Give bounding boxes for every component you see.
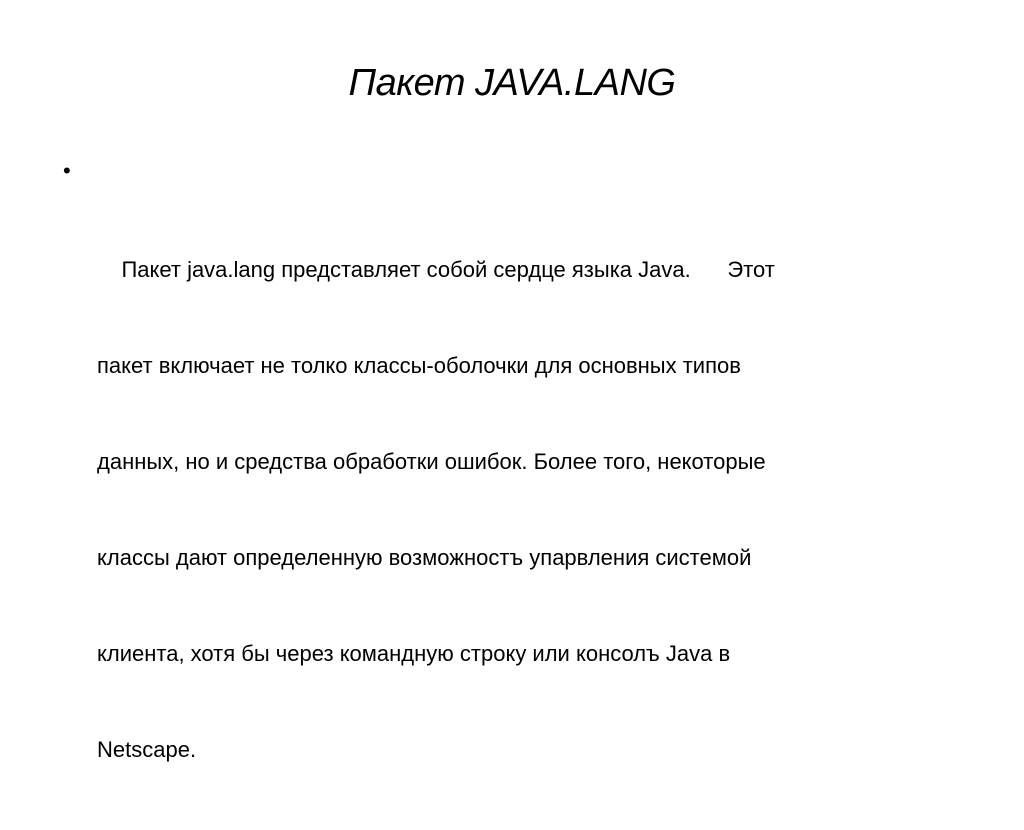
body-line: Netscape. bbox=[97, 737, 197, 762]
body-line: данных, но и средства обработки ошибок. Более того, некоторые bbox=[97, 449, 766, 474]
slide-body-text bbox=[97, 190, 927, 830]
body-line: пакет включает не толко классы-оболочки для основных типов bbox=[97, 353, 741, 378]
body-line: Пакет java.lang представляет собой сердце языка Java. Этот bbox=[97, 257, 775, 282]
body-line: клиента, хотя бы через командную строку или консолъ Java в bbox=[97, 641, 731, 666]
slide-title: Пакет JAVA.LANG bbox=[348, 62, 676, 104]
bullet-marker: • bbox=[63, 158, 71, 183]
body-line: классы дают определенную возможностъ упарвления системой bbox=[97, 545, 752, 570]
